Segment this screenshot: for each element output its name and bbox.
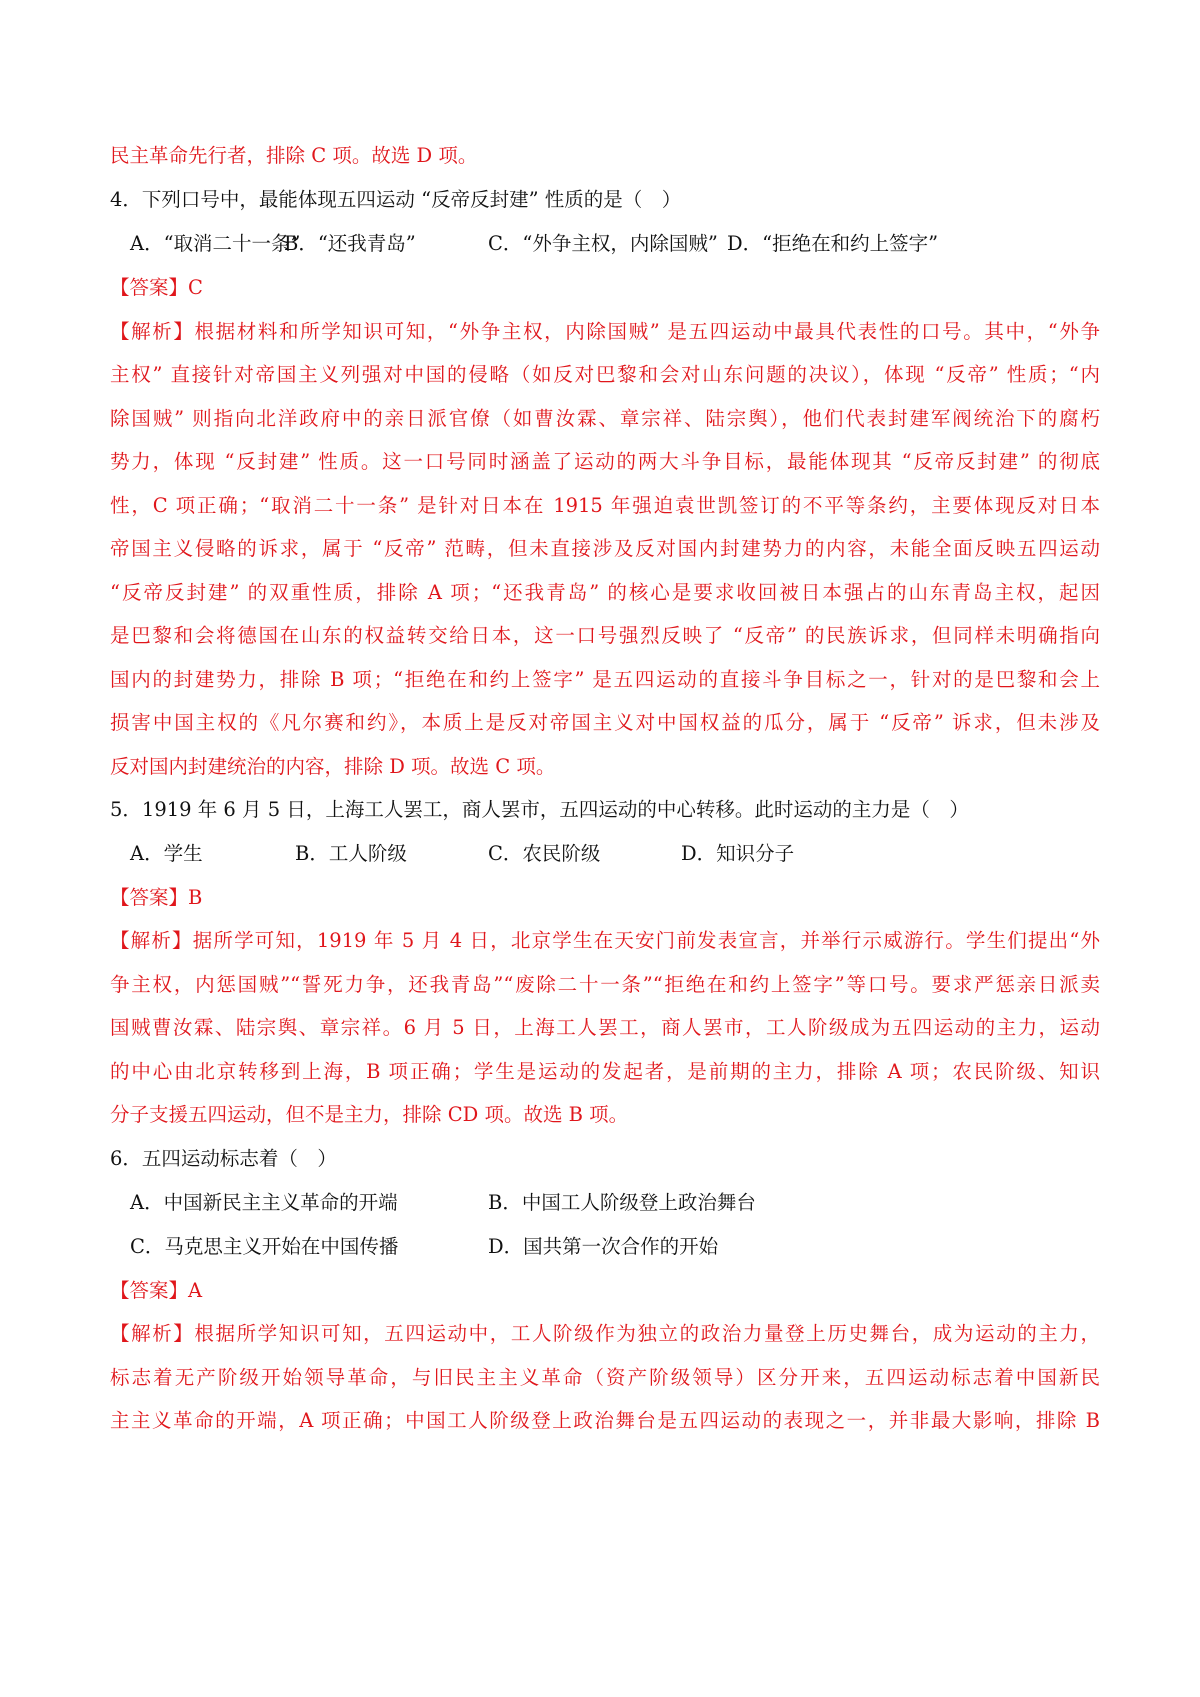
q5-option-c: C．农民阶级	[488, 842, 601, 865]
q4-analysis-line: 反对国内封建统治的内容，排除 D 项。故选 C 项。	[110, 755, 556, 778]
q5-analysis-line: 国贼曹汝霖、陆宗舆、章宗祥。6 月 5 日，上海工人罢工，商人罢市，工人阶级成为五四运动的主力，运动	[110, 1016, 1100, 1039]
q5-analysis-line: 【解析】据所学可知，1919 年 5 月 4 日，北京学生在天安门前发表宣言，并举行示威游行。学生们提出“外	[110, 929, 1100, 952]
q4-option-b: B．“还我青岛”	[284, 232, 416, 255]
q6-stem: 6．五四运动标志着（ ）	[110, 1147, 337, 1170]
q6-analysis-line: 【解析】根据所学知识可知，五四运动中，工人阶级作为独立的政治力量登上历史舞台，成为运动的主力，	[110, 1322, 1100, 1345]
q4-analysis-line: 【解析】根据材料和所学知识可知，“外争主权，内除国贼” 是五四运动中最具代表性的口号。其中，“外争	[110, 320, 1100, 343]
q4-analysis-line: 主权” 直接针对帝国主义列强对中国的侵略（如反对巴黎和会对山东问题的决议），体现 “反帝” 性质；“内	[110, 363, 1100, 386]
q5-stem: 5．1919 年 6 月 5 日，上海工人罢工，商人罢市，五四运动的中心转移。此时运动的主力是（ ）	[110, 798, 969, 821]
q4-analysis-line: 损害中国主权的《凡尔赛和约》，本质上是反对帝国主义对中国权益的瓜分，属于 “反帝” 诉求，但未涉及	[110, 711, 1100, 734]
q5-analysis-line: 分子支援五四运动，但不是主力，排除 CD 项。故选 B 项。	[110, 1103, 629, 1126]
q6-option-c: C．马克思主义开始在中国传播	[130, 1235, 399, 1258]
q5-analysis-line: 争主权，内惩国贼”“誓死力争，还我青岛”“废除二十一条”“拒绝在和约上签字”等口号。要求严惩亲日派卖	[110, 973, 1100, 996]
q5-option-a: A．学生	[130, 842, 203, 865]
q4-analysis-line: “反帝反封建” 的双重性质，排除 A 项；“还我青岛” 的核心是要求收回被日本强占的山东青岛主权，起因	[110, 581, 1100, 604]
q4-option-c: C．“外争主权，内除国贼”	[488, 232, 718, 255]
q4-option-d: D．“拒绝在和约上签字”	[727, 232, 939, 255]
q5-analysis-line: 的中心由北京转移到上海，B 项正确；学生是运动的发起者，是前期的主力，排除 A 项；农民阶级、知识	[110, 1060, 1100, 1083]
q6-analysis-line: 主主义革命的开端，A 项正确；中国工人阶级登上政治舞台是五四运动的表现之一，并非最大影响，排除 B	[110, 1409, 1100, 1432]
q4-option-a: A．“取消二十一条”	[130, 232, 301, 255]
q4-analysis-line: 性，C 项正确；“取消二十一条” 是针对日本在 1915 年强迫袁世凯签订的不平等条约，主要体现反对日本	[110, 494, 1100, 517]
q6-option-b: B．中国工人阶级登上政治舞台	[488, 1191, 756, 1214]
q5-answer: 【答案】B	[110, 886, 203, 909]
q4-analysis-line: 国内的封建势力，排除 B 项；“拒绝在和约上签字” 是五四运动的直接斗争目标之一，针对的是巴黎和会上	[110, 668, 1100, 691]
q6-analysis-line: 标志着无产阶级开始领导革命，与旧民主主义革命（资产阶级领导）区分开来，五四运动标志着中国新民	[110, 1366, 1100, 1389]
q5-option-b: B．工人阶级	[295, 842, 407, 865]
q4-stem: 4．下列口号中，最能体现五四运动 “反帝反封建” 性质的是（ ）	[110, 188, 682, 211]
q4-analysis-line: 除国贼” 则指向北洋政府中的亲日派官僚（如曹汝霖、章宗祥、陆宗舆），他们代表封建军阀统治下的腐朽	[110, 407, 1100, 430]
continuation-text: 民主革命先行者，排除 C 项。故选 D 项。	[110, 144, 478, 167]
q6-answer: 【答案】A	[110, 1279, 203, 1302]
q4-answer: 【答案】C	[110, 276, 203, 299]
q5-option-d: D．知识分子	[681, 842, 795, 865]
q6-option-a: A．中国新民主主义革命的开端	[130, 1191, 398, 1214]
q4-analysis-line: 帝国主义侵略的诉求，属于 “反帝” 范畴，但未直接涉及反对国内封建势力的内容，未能全面反映五四运动	[110, 537, 1100, 560]
q4-analysis-line: 是巴黎和会将德国在山东的权益转交给日本，这一口号强烈反映了 “反帝” 的民族诉求，但同样未明确指向	[110, 624, 1100, 647]
q6-option-d: D．国共第一次合作的开始	[488, 1235, 719, 1258]
q4-analysis-line: 势力，体现 “反封建” 性质。这一口号同时涵盖了运动的两大斗争目标，最能体现其 “反帝反封建” 的彻底	[110, 450, 1100, 473]
